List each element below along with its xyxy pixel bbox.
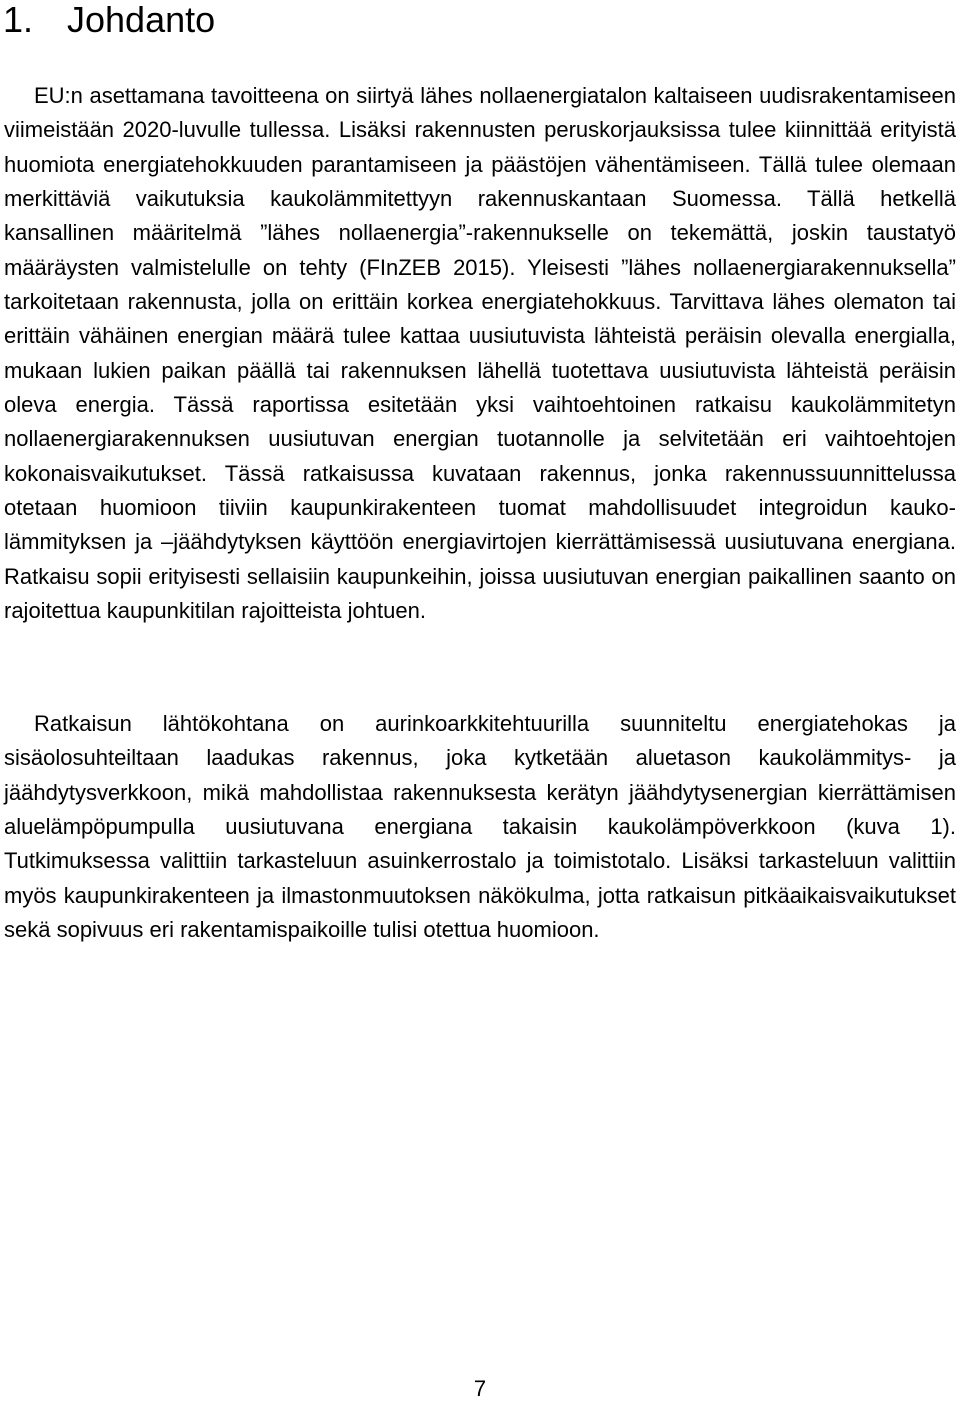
body-paragraph-1: EU:n asettamana tavoitteena on siirtyä lähes nollaenergiatalon kaltaiseen uudisrakentamiseen viimeistään 2020-luvulle tullessa. Lisäksi rakennusten peruskorjauksissa tulee kiinnittää erityistä huomiota energiatehokkuuden parantamiseen ja päästöjen vähentämiseen. Tällä tulee olemaan merkittäviä vaikutuksia kaukolämmitettyyn rakennuskantaan Suomessa. Tällä hetkellä kansallinen määritelmä ”lähes nollaenergia”-rakennukselle on tekemättä, joskin taustatyö määräysten valmistelulle on tehty (FInZEB 2015). Yleisesti ”lähes nollaenergiarakennuksella” tarkoitetaan rakennusta, jolla on erittäin korkea energiatehokkuus. Tarvittava lähes olematon tai erittäin vähäinen energian määrä tulee kattaa uusiutuvista lähteistä peräisin olevalla energialla, mukaan lukien paikan päällä tai rakennuksen lähellä tuotettava uusiutuvista lähteistä peräisin oleva energia. Tässä raportissa esitetään yksi vaihtoehtoinen ratkaisu kaukolämmitetyn nollaenergiarakennuksen uusiutuvan energian tuotannolle ja selvitetään eri vaihtoehtojen kokonaisvaikutukset. Tässä ratkaisussa kuvataan rakennus, jonka rakennussuunnittelussa otetaan huomioon tiiviin kaupunkirakenteen tuomat mahdollisuudet integroidun kaukolämmityksen ja –jäähdytyksen käyttöön energiavirtojen kierrättämisessä uusiutuvana energiana. Ratkaisu sopii erityisesti sellaisiin kaupunkeihin, joissa uusiutuvan energian paikallinen saanto on rajoitettua kaupunkitilan rajoitteista johtuen. [4,83,956,624]
body-paragraph-2: Ratkaisun lähtökohtana on aurinkoarkkitehtuurilla suunniteltu energiatehokas ja sisäolosuhteiltaan laadukas rakennus, joka kytketään aluetason kaukolämmitys- ja jäähdytysverkkoon, mikä mahdollistaa rakennuksesta kerätyn jäähdytysenergian kierrättämisen aluelämpöpumpulla uusiutuvana energiana takaisin kaukolämpöverkkoon (kuva 1). Tutkimuksessa valittiin tarkasteluun asuinkerrostalo ja toimistotalo. Lisäksi tarkasteluun valittiin myös kaupunkirakenteen ja ilmastonmuutoksen näkökulma, jotta ratkaisun pitkäaikaisvaikutukset sekä sopivuus eri rakentamispaikoille tulisi otettua huomioon. [4,711,956,943]
section-title: Johdanto [67,0,216,40]
section-heading [3,0,215,40]
section-number: 1. [3,0,34,40]
page-number: 7 [473,1376,487,1401]
